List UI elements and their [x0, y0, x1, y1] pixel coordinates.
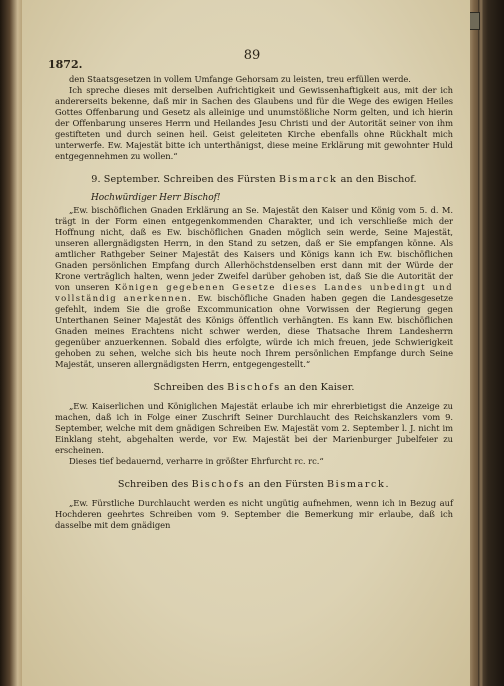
intro-paragraph-continuation: den Staatsgesetzen in vollem Umfange Gehorsam zu leisten, treu erfüllen werde. — [69, 74, 411, 84]
year-marker: 1872. — [48, 58, 83, 71]
letter-closing: Dieses tief bedauernd, verharre in größter Ehrfurcht rc. rc.“ — [69, 456, 324, 466]
spaced-emphasis: Königen gegebenen Gesetze dieses Landes unbedingt und vollständig anerkennen. — [55, 282, 453, 303]
page-content — [55, 74, 453, 531]
page-number: 89 — [243, 48, 261, 63]
letter-paragraph-bishop-kaiser: „Ew. Kaiserlichen und Königlichen Majestät erlaube ich mir ehrerbietigst die Anzeige zu machen, daß ich in Folge einer Zuschrift Seiner Durchlaucht des Reichskanzlers vom 9. September, welche mit dem gnädigen Schreiben Ew. Majestät vom 2. September l. J. nicht im Einklang steht, abgehalten werde, vor Ew. Majestät bei der Marienburger Jubelfeier zu erscheinen. — [55, 401, 453, 455]
intro-paragraph: Ich spreche dieses mit derselben Aufrichtigkeit und Gewissenhaftigkeit aus, mit der ich andererseits bekenne, daß mir in Sachen des Glaubens und für die Wege des ewigen Heiles Gottes Offenbarung und Gesetz als alleinige und unumstößliche Norm gelten, und ich hierin der Offenbarung unseres Herrn und Heilandes Jesu Christi und der Autorität seiner von ihm gestifteten und durch seinen heil. Geist geleiteten Kirche ebenfalls ohne Rückhalt mich unterwerfe. Ew. Majestät bitte ich unterthänigst, diese meine Erklärung mit gewohnter Huld entgegennehmen zu wollen.“ — [55, 85, 453, 161]
page-edge-strip — [478, 0, 484, 686]
page-header — [48, 48, 456, 70]
letter-paragraph-bismarck: „Ew. bischöflichen Gnaden Erklärung an Se. Majestät den Kaiser und König vom 5. d. M. trägt in der Form einen entgegenkommenden Charakter, und ich verschließe mich der Hoffnung nicht, daß es Ew. bischöflichen Gnaden möglich sein werde, Seine Majestät, unseren allergnädigsten Herrn, in den Stand zu setzen, daß er Sie empfangen könne. Als amtlicher Rathgeber Seiner Majestät des Kaisers und Königs kann ich Ew. bischöflichen Gnaden persönlichen Empfang durch Allerhöchstdenselben erst dann mit der Würde der Krone verträglich halten, wenn jeder Zweifel darüber gehoben ist, daß Sie die Autorität der von unseren Königen gegebenen Gesetze dieses Landes unbedingt und vollständig anerkennen. Ew. bischöfliche Gnaden haben gegen die Landesgesetze gefehlt, indem Sie die große Excommunication ohne Vorwissen der Regierung gegen Unterthanen Seiner Majestät des Königs öffentlich verhängten. Es kann Ew. bischöflichen Gnaden meines Erachtens nicht schwer werden, diese Thatsache Ihrem Landesherrn gegenüber anzuerkennen. Sobald dies erfolgte, würde ich mich freuen, jede Schwierigkeit gehoben zu sehen, welche sich bis heute noch Ihrem persönlichen Empfange durch Seine Majestät, unseren allergnädigsten Herrn, entgegengestellt.“ — [55, 205, 454, 369]
salutation: Hochwürdiger Herr Bischof! — [91, 193, 221, 203]
section-heading-bishop-to-bismarck: Schreiben des Bischofs an den Fürsten Bismarck. — [117, 479, 391, 490]
section-heading-bishop-to-kaiser: Schreiben des Bischofs an den Kaiser. — [153, 382, 355, 393]
book-spine-left — [0, 0, 22, 686]
letter-paragraph-bishop-bismarck: „Ew. Fürstliche Durchlaucht werden es nicht ungütig aufnehmen, wenn ich in Bezug auf Hochderen geehrtes Schreiben vom 9. September die Bemerkung mir erlaube, daß ich dasselbe mit dem gnädigen — [55, 498, 453, 530]
book-page — [22, 0, 470, 686]
book-edge-right — [464, 0, 504, 686]
section-heading-bismarck-to-bishop: 9. September. Schreiben des Fürsten Bismarck an den Bischof. — [91, 174, 417, 185]
